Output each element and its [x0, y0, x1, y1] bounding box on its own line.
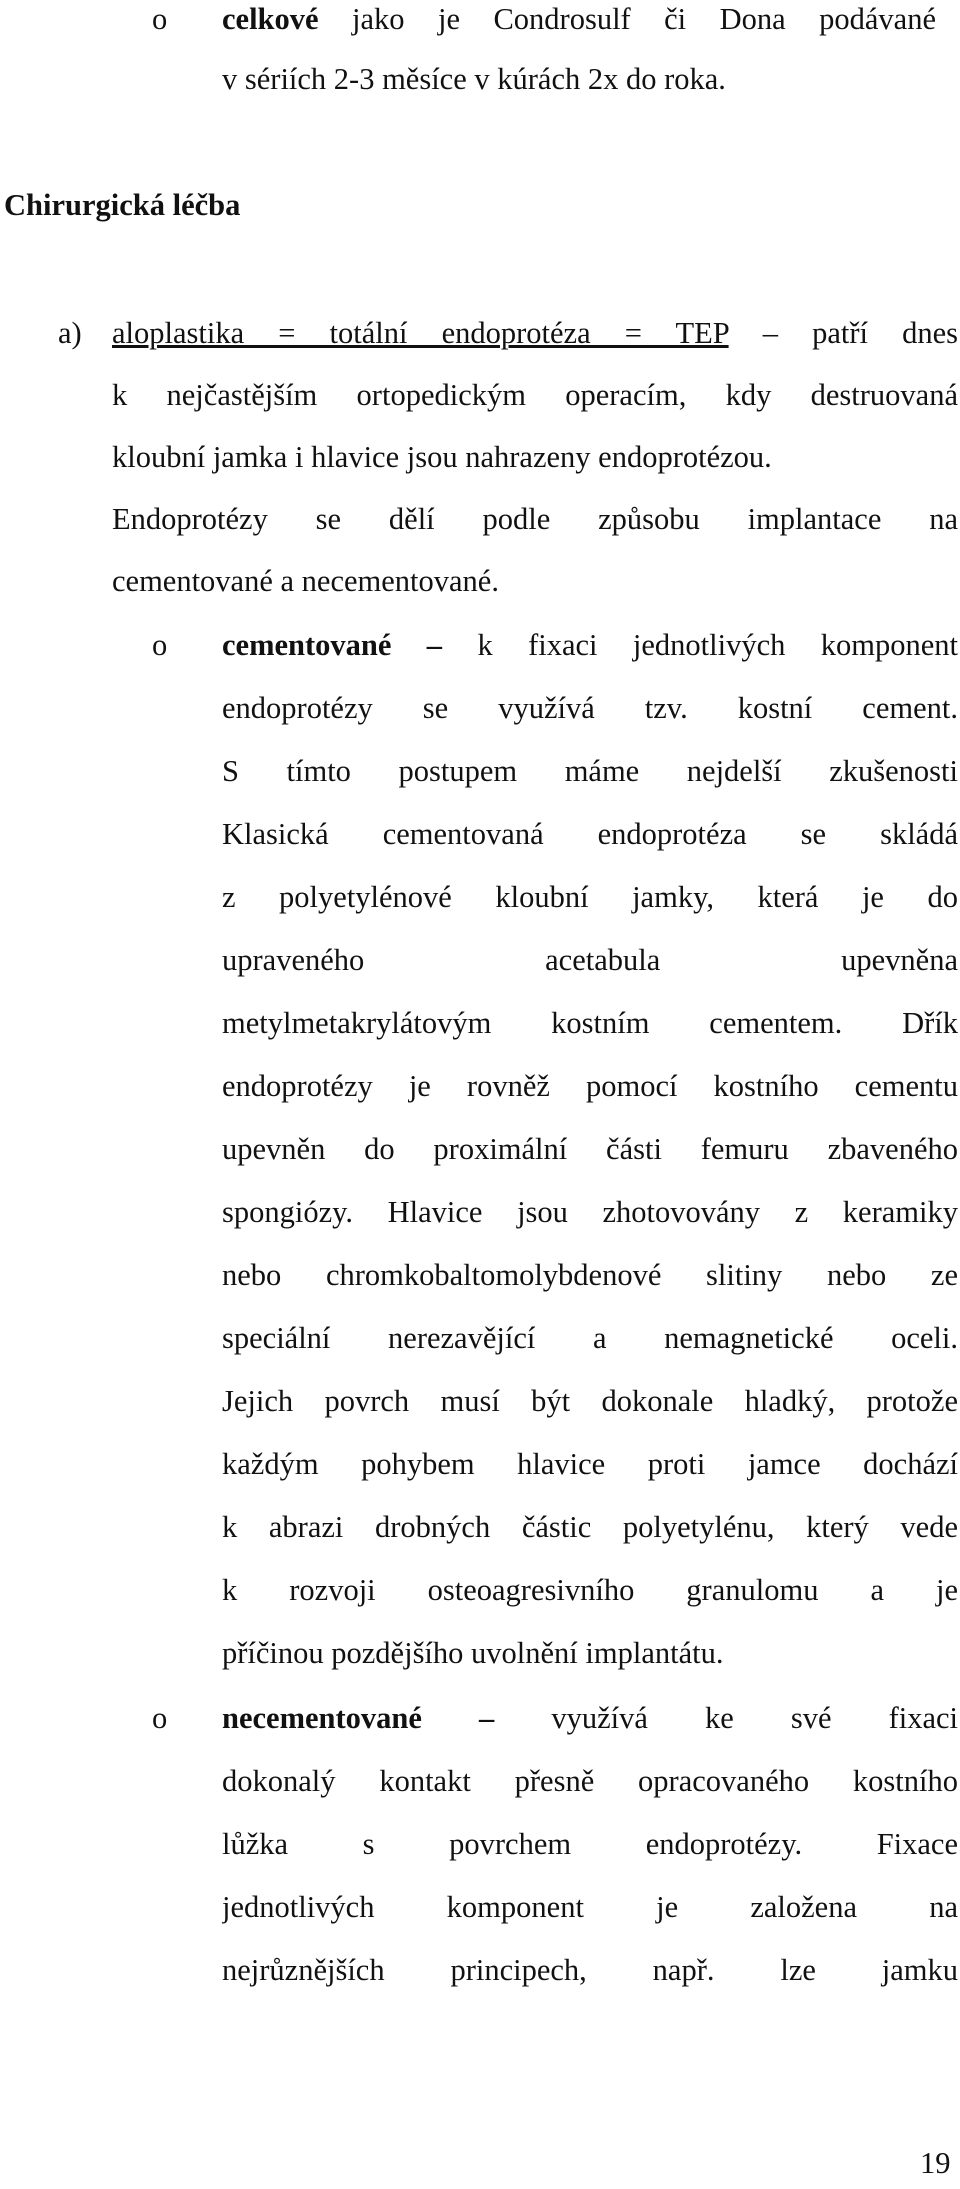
item-a-line-2: k nejčastějším ortopedickým operacím, kdy destruovaná — [112, 380, 958, 412]
uncemented-line-3: lůžka s povrchem endoprotézy. Fixace — [222, 1829, 958, 1861]
top-item-line-1 — [222, 4, 936, 42]
cemented-line-17: příčinou pozdějšího uvolnění implantátu. — [222, 1636, 724, 1670]
top-item-bold-term: celkové — [222, 4, 319, 36]
item-a-text: – patří dnes — [728, 318, 958, 350]
bullet-marker: o — [152, 1701, 168, 1735]
cemented-line-9: upevněn do proximální části femuru zbaveného — [222, 1134, 958, 1166]
cemented-line-3: S tímto postupem máme nejdelší zkušenosti — [222, 756, 958, 788]
cemented-line-10: spongiózy. Hlavice jsou zhotovovány z keramiky — [222, 1197, 958, 1229]
item-a-line-4: Endoprotézy se dělí podle způsobu implantace na — [112, 504, 958, 536]
cemented-bold-term: cementované — [222, 630, 392, 662]
cemented-line-11: nebo chromkobaltomolybdenové slitiny nebo ze — [222, 1260, 958, 1292]
section-heading: Chirurgická léčba — [4, 188, 241, 222]
top-item-line-2: v sériích 2-3 měsíce v kúrách 2x do roka. — [222, 62, 726, 96]
cemented-line-15: k abrazi drobných částic polyetylénu, který vede — [222, 1512, 958, 1544]
item-a-line-5: cementované a necementované. — [112, 564, 499, 598]
cemented-line-7: metylmetakrylátovým kostním cementem. Dřík — [222, 1008, 958, 1040]
cemented-line-14: každým pohybem hlavice proti jamce dochází — [222, 1449, 958, 1481]
uncemented-text: využívá ke své fixaci — [494, 1703, 958, 1735]
uncemented-line-4: jednotlivých komponent je založena na — [222, 1892, 958, 1924]
uncemented-bold-term: necementované — [222, 1703, 422, 1735]
cemented-line-13: Jejich povrch musí být dokonale hladký, protože — [222, 1386, 958, 1418]
cemented-line-6: upraveného acetabula upevněna — [222, 945, 958, 977]
item-a-underlined-term: aloplastika = totální endoprotéza = TEP — [112, 318, 729, 350]
cemented-line-12: speciální nerezavějící a nemagnetické oceli. — [222, 1323, 958, 1355]
item-a-line-1 — [112, 318, 958, 356]
cemented-line-4: Klasická cementovaná endoprotéza se skládá — [222, 819, 958, 851]
cemented-line-1 — [222, 630, 958, 668]
item-a-line-3: kloubní jamka i hlavice jsou nahrazeny endoprotézou. — [112, 440, 772, 474]
cemented-line-8: endoprotézy je rovněž pomocí kostního cementu — [222, 1071, 958, 1103]
uncemented-line-5: nejrůznějších principech, např. lze jamku — [222, 1955, 958, 1987]
uncemented-dash: – — [478, 1703, 495, 1735]
bullet-marker: o — [152, 628, 168, 662]
top-item-text: jako je Condrosulf či Dona podávané — [318, 4, 936, 36]
cemented-text: k fixaci jednotlivých komponent — [442, 630, 958, 662]
bullet-marker: o — [152, 2, 168, 36]
uncemented-line-1 — [222, 1703, 958, 1741]
cemented-line-2: endoprotézy se využívá tzv. kostní cement. — [222, 693, 958, 725]
list-marker-a: a) — [58, 316, 82, 350]
cemented-dash: – — [426, 630, 443, 662]
cemented-line-16: k rozvoji osteoagresivního granulomu a je — [222, 1575, 958, 1607]
page-number: 19 — [920, 2146, 951, 2180]
uncemented-line-2: dokonalý kontakt přesně opracovaného kostního — [222, 1766, 958, 1798]
cemented-line-5: z polyetylénové kloubní jamky, která je do — [222, 882, 958, 914]
